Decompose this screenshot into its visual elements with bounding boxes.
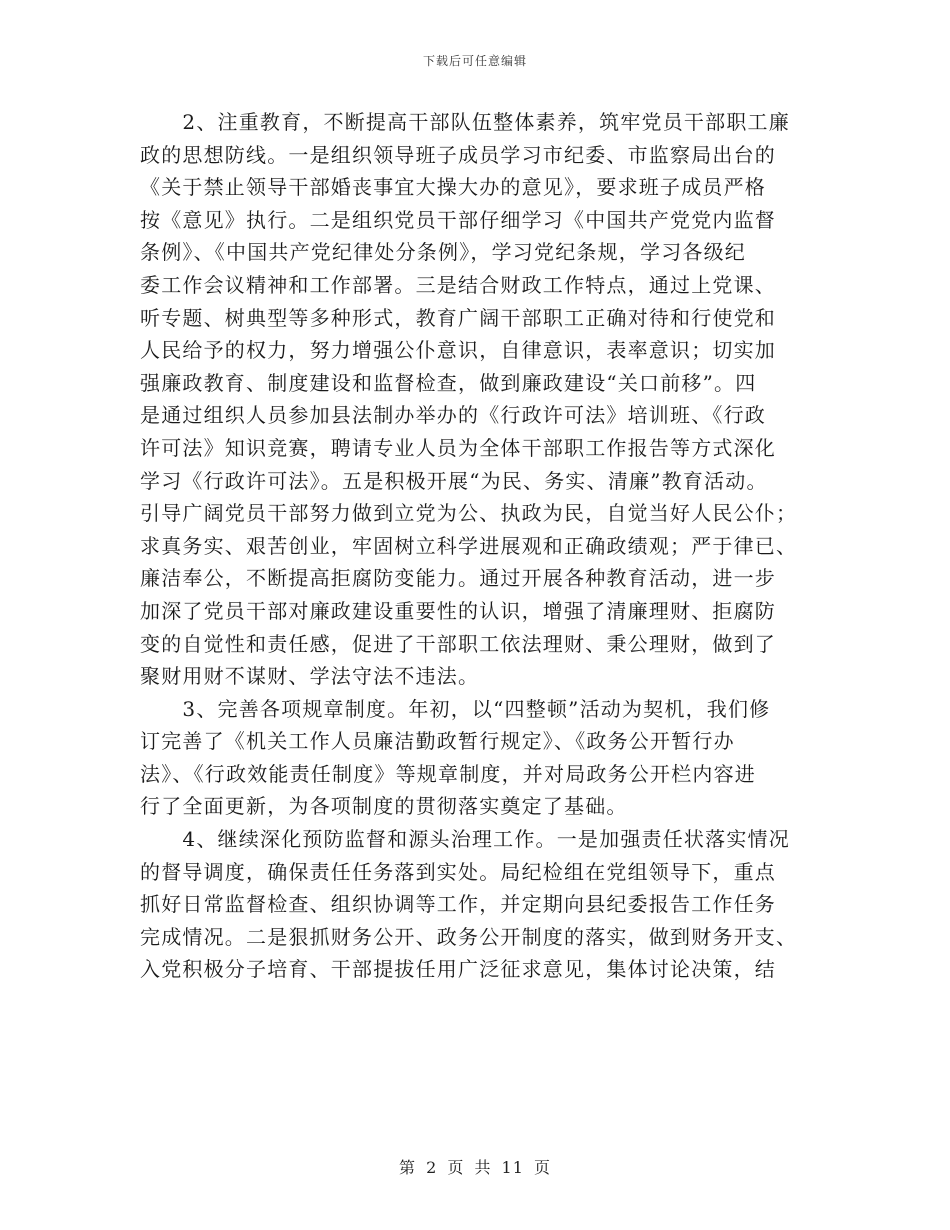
text-line: 入党积极分子培育、干部提拔任用广泛征求意见，集体讨论决策，结	[140, 957, 776, 982]
text-line: 求真务实、艰苦创业，牢固树立科学进展观和正确政绩观；严于律已、	[140, 533, 798, 558]
text-line: 学习《行政许可法》。五是积极开展“为民、务实、清廉”教育活动。	[140, 468, 768, 493]
text-line: 廉洁奉公，不断提高拒腐防变能力。通过开展各种教育活动，进一步	[140, 566, 776, 591]
text-line: 变的自觉性和责任感，促进了干部职工依法理财、秉公理财，做到了	[140, 631, 776, 656]
text-line: 法》、《行政效能责任制度》等规章制度，并对局政务公开栏内容进	[140, 761, 756, 786]
text-line: 订完善了《机关工作人员廉洁勤政暂行规定》、《政务公开暂行办	[140, 729, 735, 754]
text-line: 完成情况。二是狠抓财务公开、政务公开制度的落实，做到财务开支、	[140, 924, 798, 949]
text-line: 引导广阔党员干部努力做到立党为公、执政为民，自觉当好人民公仆；	[140, 501, 798, 526]
text-line: 条例》、《中国共产党纪律处分条例》，学习党纪条规，学习各级纪	[140, 240, 746, 265]
text-line: 按《意见》执行。二是组织党员干部仔细学习《中国共产党党内监督	[140, 207, 776, 232]
text-line: 行了全面更新，为各项制度的贯彻落实奠定了基础。	[140, 794, 628, 819]
text-line: 抓好日常监督检查、组织协调等工作，并定期向县纪委报告工作任务	[140, 892, 776, 917]
text-line: 许可法》知识竞赛，聘请专业人员为全体干部职工作报告等方式深化	[140, 435, 776, 460]
text-line: 委工作会议精神和工作部署。三是结合财政工作特点，通过上党课、	[140, 272, 776, 297]
body-text	[140, 106, 810, 986]
page-header: 下载后可任意编辑	[422, 54, 527, 68]
text-line: 《关于禁止领导干部婚丧事宜大操大办的意见》，要求班子成员严格	[140, 175, 766, 200]
text-line: 加深了党员干部对廉政建设重要性的认识，增强了清廉理财、拒腐防	[140, 598, 776, 623]
text-line: 人民给予的权力，努力增强公仆意识，自律意识，表率意识；切实加	[140, 338, 776, 363]
text-line: 2、注重教育，不断提高干部队伍整体素养，筑牢党员干部职工廉	[140, 110, 790, 134]
text-line: 政的思想防线。一是组织领导班子成员学习市纪委、市监察局出台的	[140, 142, 776, 167]
text-line: 4、继续深化预防监督和源头治理工作。一是加强责任状落实情况	[140, 827, 790, 852]
text-line: 的督导调度，确保责任任务落到实处。局纪检组在党组领导下，重点	[140, 859, 776, 884]
text-line: 听专题、树典型等多种形式，教育广阔干部职工正确对待和行使党和	[140, 305, 776, 330]
text-line: 3、完善各项规章制度。年初，以“四整顿”活动为契机，我们修	[140, 696, 771, 721]
text-line: 聚财用财不谋财、学法守法不违法。	[140, 664, 480, 689]
page-footer: 第 2 页 共 11 页	[399, 1158, 551, 1177]
text-line: 是通过组织人员参加县法制办举办的《行政许可法》培训班、《行政	[140, 403, 766, 428]
text-line: 强廉政教育、制度建设和监督检查，做到廉政建设“关口前移”。四	[140, 370, 757, 395]
